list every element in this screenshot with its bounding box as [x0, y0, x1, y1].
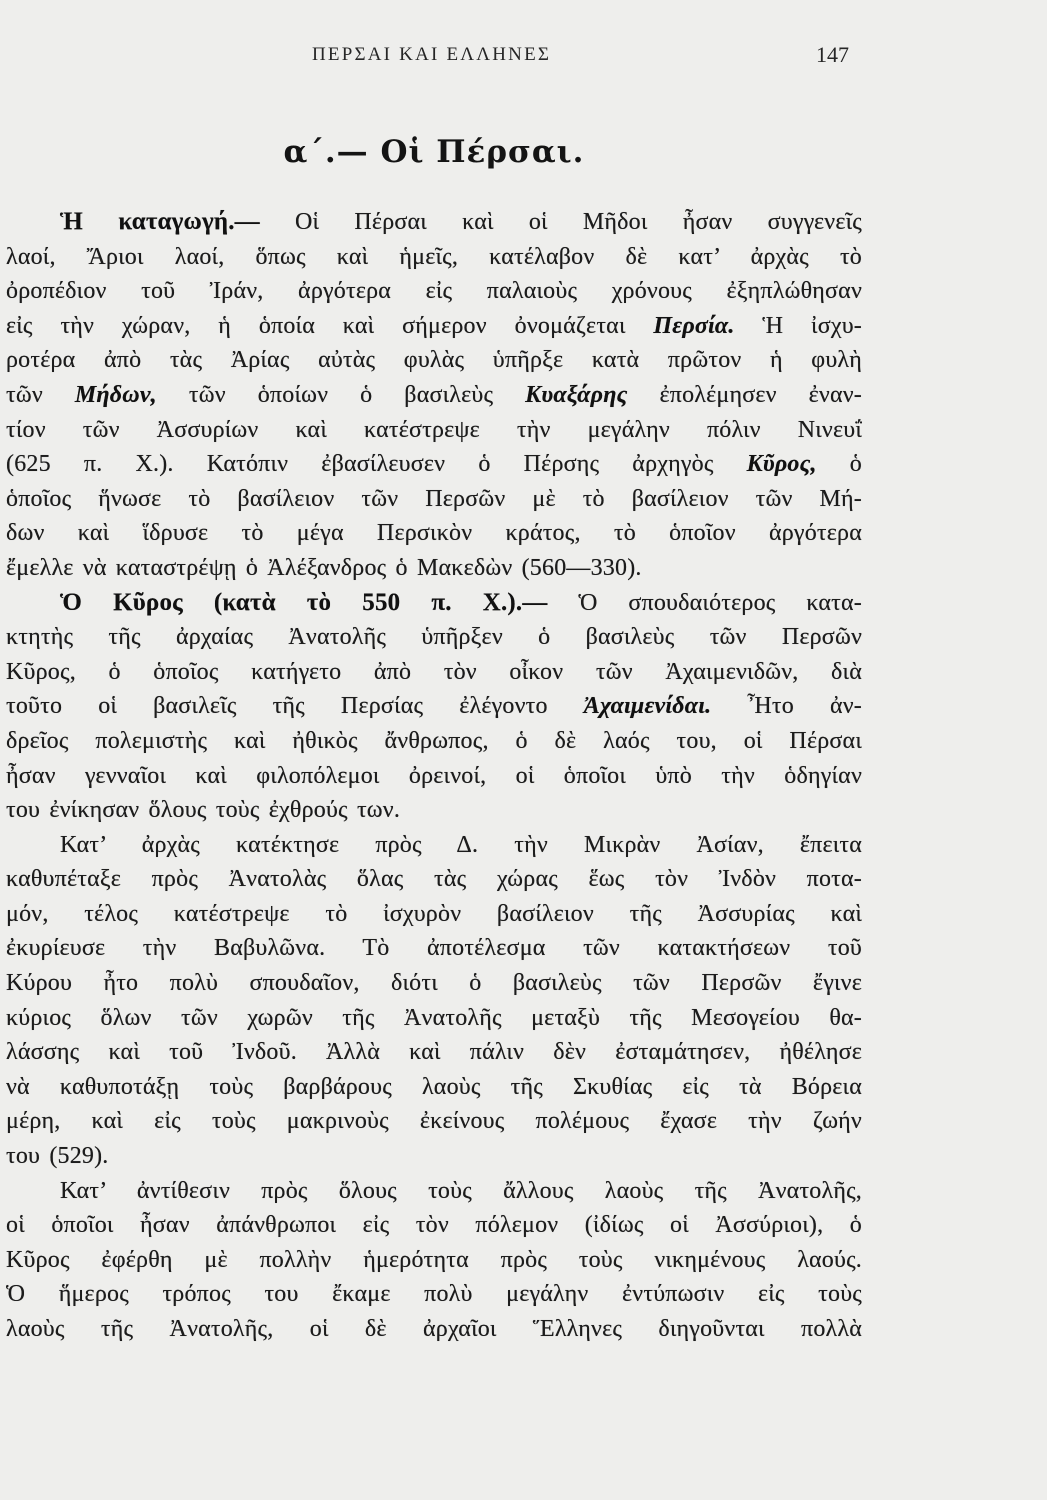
text-line [6, 309, 862, 344]
emphasized-name: Ἀχαιμενίδαι. [583, 693, 712, 720]
text-run: τίον τῶν Ἀσσυρίων καὶ κατέστρεψε τὴν μεγάλην πόλιν Νινευΐ [6, 416, 862, 443]
text-run: Ἡ ἰσχυ- [734, 312, 862, 339]
text-run: Κατ’ ἀντίθεσιν πρὸς ὅλους τοὺς ἄλλους λαοὺς τῆς Ἀνατολῆς, [60, 1177, 862, 1204]
text-run: ἦσαν γενναῖοι καὶ φιλοπόλεμοι ὀρεινοί, οἱ ὁποῖοι ὑπὸ τὴν ὁδηγίαν [6, 762, 862, 789]
text-run: Ὁ σπουδαιότερος κατα- [547, 589, 862, 616]
text-line [6, 966, 862, 1001]
text-run: λαοί, Ἄριοι λαοί, ὅπως καὶ ἡμεῖς, κατέλαβον δὲ κατ’ ἀρχὰς τὸ [6, 243, 862, 270]
emphasized-name: Κῦρος, [746, 451, 817, 478]
text-run: ὁποῖος ἥνωσε τὸ βασίλειον τῶν Περσῶν μὲ τὸ βασίλειον τῶν Μή- [6, 485, 862, 512]
text-run: λαοὺς τῆς Ἀνατολῆς, οἱ δὲ ἀρχαῖοι Ἕλληνες διηγοῦνται πολλὰ [6, 1316, 862, 1342]
page-number: 147 [816, 42, 849, 67]
paragraph [6, 828, 862, 1174]
text-line [6, 655, 862, 690]
text-run: μόν, τέλος κατέστρεψε τὸ ἰσχυρὸν βασίλειον τῆς Ἀσσυρίας καὶ [6, 900, 862, 927]
text-run: ἐκυρίευσε τὴν Βαβυλῶνα. Τὸ ἀποτέλεσμα τῶν κατακτήσεων τοῦ [6, 935, 862, 962]
text-line [6, 586, 862, 621]
text-line [6, 205, 862, 240]
text-run: ἐπολέμησεν ἐναν- [627, 381, 862, 408]
text-line [6, 1139, 862, 1174]
text-run: δων καὶ ἵδρυσε τὸ μέγα Περσικὸν κράτος, τὸ ὁποῖον ἀργότερα [6, 520, 862, 547]
text-line [6, 413, 862, 448]
text-run: ροτέρα ἀπὸ τὰς Ἀρίας αὐτὰς φυλὰς ὑπῆρξε κατὰ πρῶτον ἡ φυλὴ [6, 347, 862, 374]
text-line [6, 862, 862, 897]
text-line [6, 1208, 862, 1243]
text-line [6, 724, 862, 759]
body-text [6, 205, 862, 1347]
text-run: ἔμελλε νὰ καταστρέψῃ ὁ Ἀλέξανδρος ὁ Μακεδὼν (560—330). [6, 554, 642, 581]
text-run: τῶν ὁποίων ὁ βασιλεὺς [156, 381, 526, 408]
text-line [6, 343, 862, 378]
text-line [6, 1104, 862, 1139]
run-in-heading: Ὁ Κῦρος (κατὰ τὸ 550 π. Χ.).— [60, 588, 548, 616]
text-line [6, 1312, 862, 1347]
text-run: κτητὴς τῆς ἀρχαίας Ἀνατολῆς ὑπῆρξεν ὁ βασιλεὺς τῶν Περσῶν [6, 624, 862, 651]
text-run: Ἦτο ἀν- [711, 693, 862, 720]
text-run: (625 π. Χ.). Κατόπιν ἐβασίλευσεν ὁ Πέρσης ἀρχηγὸς [6, 451, 747, 478]
text-line [6, 447, 862, 482]
text-line [6, 689, 862, 724]
text-line [6, 1070, 862, 1105]
text-run: οἱ ὁποῖοι ἦσαν ἀπάνθρωποι εἰς τὸν πόλεμον (ἰδίως οἱ Ἀσσύριοι), ὁ [6, 1212, 862, 1239]
text-line [6, 1277, 862, 1312]
text-line [6, 1174, 862, 1209]
text-run: μέρη, καὶ εἰς τοὺς μακρινοὺς ἐκείνους πολέμους ἔχασε τὴν ζωήν [6, 1108, 862, 1135]
text-run: τῶν [6, 381, 75, 408]
text-run: Κύρου ἦτο πολὺ σπουδαῖον, διότι ὁ βασιλεὺς τῶν Περσῶν ἔγινε [6, 970, 862, 997]
text-line [6, 1035, 862, 1070]
text-line [6, 274, 862, 309]
text-run: ὀροπέδιον τοῦ Ἰράν, ἀργότερα εἰς παλαιοὺς χρόνους ἐξηπλώθησαν [6, 278, 862, 305]
text-run: νὰ καθυποτάξῃ τοὺς βαρβάρους λαοὺς τῆς Σκυθίας εἰς τὰ Βόρεια [6, 1073, 862, 1100]
text-run: καθυπέταξε πρὸς Ἀνατολὰς ὅλας τὰς χώρας ἕως τὸν Ἰνδὸν ποτα- [6, 866, 862, 893]
text-line [6, 516, 862, 551]
text-run: Κῦρος ἐφέρθη μὲ πολλὴν ἡμερότητα πρὸς τοὺς νικημένους λαούς. [6, 1246, 862, 1273]
text-line [6, 482, 862, 517]
text-run: ὁ [816, 451, 862, 478]
text-line [6, 828, 862, 863]
text-line [6, 620, 862, 655]
text-run: εἰς τὴν χώραν, ἡ ὁποία καὶ σήμερον ὀνομάζεται [6, 312, 654, 339]
emphasized-name: Μήδων, [74, 381, 157, 408]
text-line [6, 897, 862, 932]
text-run: Οἱ Πέρσαι καὶ οἱ Μῆδοι ἦσαν συγγενεῖς [259, 209, 862, 235]
emphasized-name: Κυαξάρης [525, 381, 628, 408]
text-run: Κῦρος, ὁ ὁποῖος κατήγετο ἀπὸ τὸν οἶκον τῶν Ἀχαιμενιδῶν, διὰ [6, 658, 862, 685]
text-line [6, 1001, 862, 1036]
section-title: α΄.— Οἱ Πέρσαι. [283, 134, 585, 170]
running-head-title: ΠΕΡΣΑΙ ΚΑΙ ΕΛΛΗΝΕΣ [312, 44, 552, 65]
text-line [6, 793, 862, 828]
text-run: του (529). [6, 1143, 109, 1170]
text-run: του ἐνίκησαν ὅλους τοὺς ἐχθρούς των. [6, 797, 401, 824]
text-line [6, 240, 862, 275]
paragraph [6, 586, 862, 828]
text-line [6, 378, 862, 413]
text-line [6, 931, 862, 966]
text-run: λάσσης καὶ τοῦ Ἰνδοῦ. Ἀλλὰ καὶ πάλιν δὲν ἐσταμάτησεν, ἠθέλησε [6, 1039, 862, 1066]
text-run: κύριος ὅλων τῶν χωρῶν τῆς Ἀνατολῆς μεταξὺ τῆς Μεσογείου θα- [6, 1004, 862, 1031]
text-line [6, 759, 862, 794]
text-run: τοῦτο οἱ βασιλεῖς τῆς Περσίας ἐλέγοντο [6, 693, 584, 720]
text-line [6, 1243, 862, 1278]
run-in-heading: Ἡ καταγωγή.— [60, 208, 260, 235]
paragraph [6, 205, 862, 586]
text-line [6, 551, 862, 586]
text-run: Κατ’ ἀρχὰς κατέκτησε πρὸς Δ. τὴν Μικρὰν Ἀσίαν, ἔπειτα [60, 831, 862, 858]
text-run: Ὁ ἥμερος τρόπος του ἔκαμε πολὺ μεγάλην ἐντύπωσιν εἰς τοὺς [6, 1281, 862, 1308]
paragraph [6, 1174, 862, 1347]
text-run: δρεῖος πολεμιστὴς καὶ ἠθικὸς ἄνθρωπος, ὁ δὲ λαός του, οἱ Πέρσαι [6, 727, 862, 754]
emphasized-name: Περσία. [653, 312, 735, 339]
